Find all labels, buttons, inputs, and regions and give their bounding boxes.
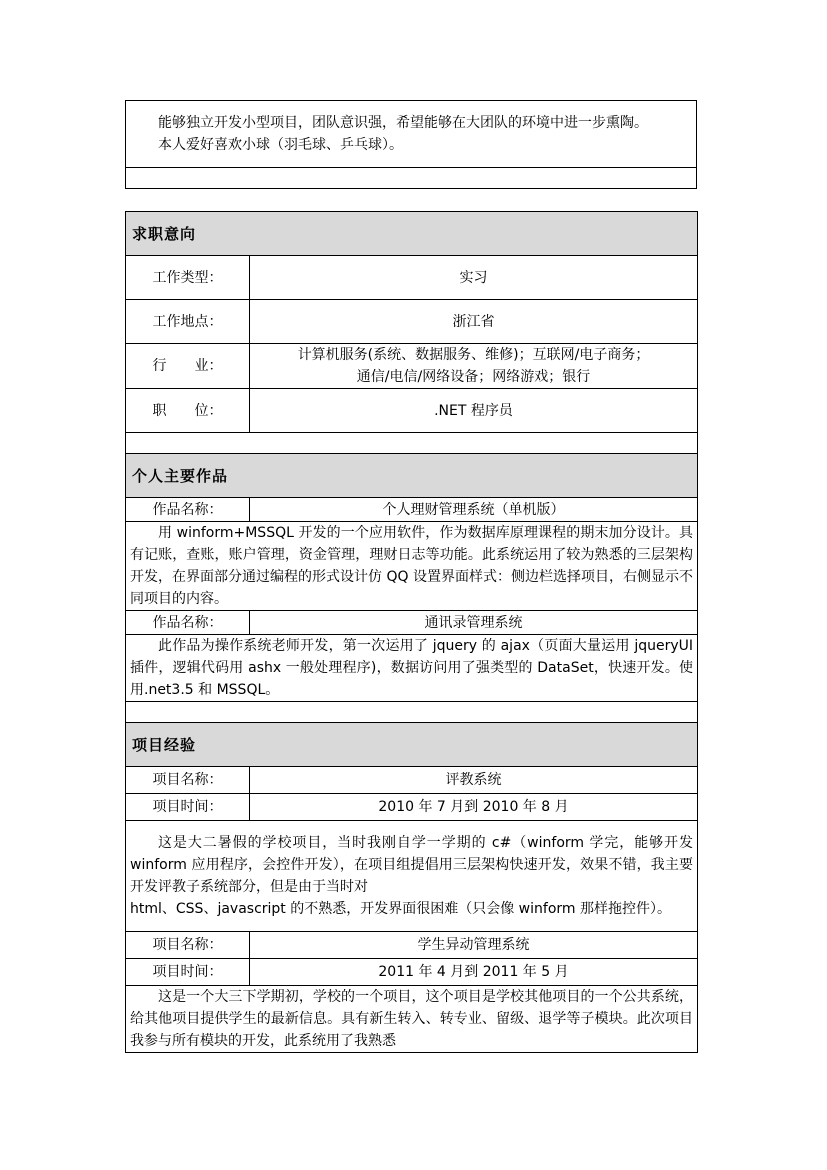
position-value: .NET 程序员 bbox=[250, 389, 698, 433]
section-header-projects: 项目经验 bbox=[126, 723, 698, 767]
intro-line-1: 能够独立开发小型项目，团队意识强，希望能够在大团队的环境中进一步熏陶。 bbox=[158, 115, 648, 131]
industry-line-1: 计算机服务(系统、数据服务、维修)；互联网/电子商务； bbox=[297, 347, 650, 363]
empty-row bbox=[126, 433, 698, 454]
work-2-description: 此作品为操作系统老师开发，第一次运用了 jquery 的 ajax（页面大量运用 jqueryUI 插件，逻辑代码用 ashx 一般处理程序)，数据访问用了强类型的 DataSet，快速开发。使用.net3.5 和 MSSQL。 bbox=[126, 635, 698, 702]
intro-line-2: 本人爱好喜欢小球（羽毛球、乒乓球）。 bbox=[158, 137, 403, 153]
intro-paragraph bbox=[126, 101, 697, 168]
section-header-job-intention: 求职意向 bbox=[126, 212, 698, 256]
project-2-time-label: 项目时间： bbox=[126, 959, 250, 986]
project-1-description bbox=[126, 821, 698, 932]
work-1-name: 个人理财管理系统（单机版） bbox=[250, 498, 698, 522]
position-label: 职 位： bbox=[126, 389, 250, 433]
job-location-label: 工作地点： bbox=[126, 300, 250, 344]
work-2-name: 通讯录管理系统 bbox=[250, 611, 698, 635]
project-1-name-label: 项目名称： bbox=[126, 767, 250, 794]
project-1-desc-line-2: html、CSS、javascript 的不熟悉，开发界面很困难（只会像 winform 那样拖控件）。 bbox=[130, 901, 671, 917]
project-1-time-label: 项目时间： bbox=[126, 794, 250, 821]
project-2-name-label: 项目名称： bbox=[126, 932, 250, 959]
project-1-name: 评教系统 bbox=[250, 767, 698, 794]
industry-value bbox=[250, 344, 698, 389]
job-location-value: 浙江省 bbox=[250, 300, 698, 344]
project-2-description: 这是一个大三下学期初，学校的一个项目，这个项目是学校其他项目的一个公共系统，给其他项目提供学生的最新信息。具有新生转入、转专业、留级、退学等子模块。此次项目我参与所有模块的开发，此系统用了我熟悉 bbox=[126, 986, 698, 1053]
section-header-works: 个人主要作品 bbox=[126, 454, 698, 498]
empty-row bbox=[126, 702, 698, 723]
work-1-name-label: 作品名称： bbox=[126, 498, 250, 522]
work-2-name-label: 作品名称： bbox=[126, 611, 250, 635]
project-1-time: 2010 年 7 月到 2010 年 8 月 bbox=[250, 794, 698, 821]
industry-line-2: 通信/电信/网络设备；网络游戏；银行 bbox=[356, 369, 591, 385]
work-1-description: 用 winform+MSSQL 开发的一个应用软件，作为数据库原理课程的期末加分设计。具有记账，查账，账户管理，资金管理，理财日志等功能。此系统运用了较为熟悉的三层架构开发，在界面部分通过编程的形式设计仿 QQ 设置界面样式：侧边栏选择项目，右侧显示不同项目的内容。 bbox=[126, 522, 698, 611]
job-type-value: 实习 bbox=[250, 256, 698, 300]
project-1-desc-line-1: 这是大二暑假的学校项目，当时我刚自学一学期的 c#（winform 学完，能够开发 winform 应用程序，会控件开发），在项目组提倡用三层架构快速开发，效果不错，我主要开发评教子系统部分，但是由于当时对 bbox=[130, 835, 694, 895]
resume-table bbox=[125, 211, 698, 1053]
project-2-name: 学生异动管理系统 bbox=[250, 932, 698, 959]
project-2-time: 2011 年 4 月到 2011 年 5 月 bbox=[250, 959, 698, 986]
empty-row bbox=[126, 168, 697, 189]
job-type-label: 工作类型： bbox=[126, 256, 250, 300]
intro-table bbox=[125, 100, 697, 189]
industry-label: 行 业： bbox=[126, 344, 250, 389]
